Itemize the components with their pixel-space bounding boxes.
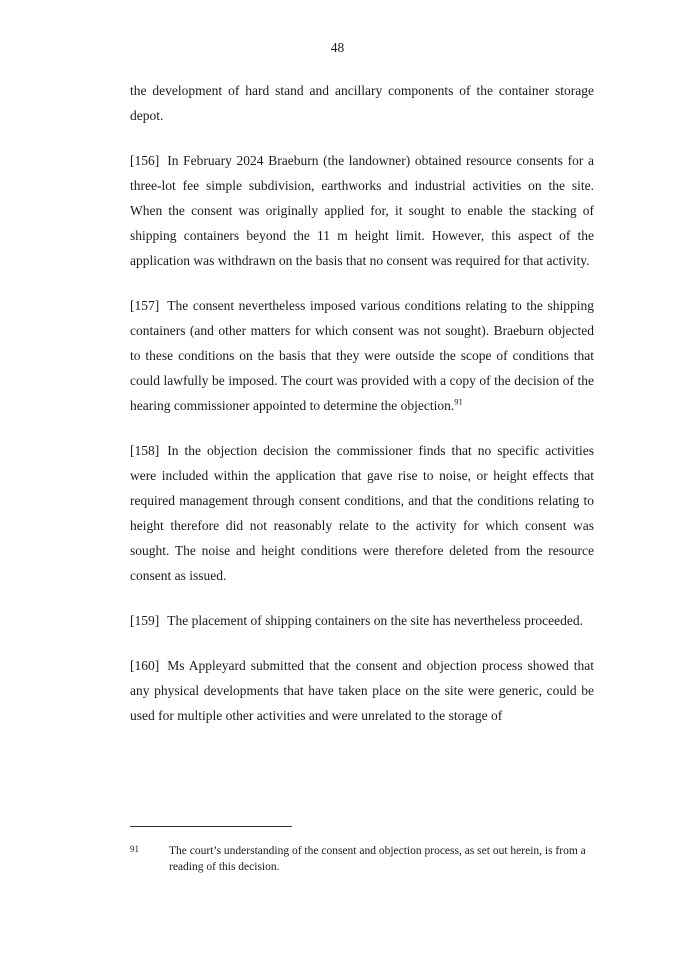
paragraph-number: [158] [130, 443, 160, 458]
judgment-body [130, 78, 594, 748]
paragraph-number: [157] [130, 298, 160, 313]
paragraph-158 [130, 438, 594, 588]
footnote-number: 91 [130, 844, 139, 854]
paragraph-156 [130, 148, 594, 273]
paragraph-number: [159] [130, 613, 160, 628]
paragraph-text: The consent nevertheless imposed various conditions relating to the shipping containers (and other matters for which consent was not sought). Braeburn objected to these conditions on the basis that they were outside the scope of conditions that could lawfully be imposed. The court was provided with a copy of the decision of the hearing commissioner appointed to determine the objection. [130, 298, 594, 413]
paragraph-text: In February 2024 Braeburn (the landowner) obtained resource consents for a three-lot fee simple subdivision, earthworks and industrial activities on the site. When the consent was originally applied for, it sought to enable the stacking of shipping containers beyond the 11 m height limit. However, this aspect of the application was withdrawn on the basis that no consent was required for that activity. [130, 153, 594, 268]
paragraph-number: [160] [130, 658, 160, 673]
footnote-divider [130, 826, 292, 827]
paragraph-text: the development of hard stand and ancillary components of the container storage depot. [130, 83, 594, 123]
footnote-reference[interactable]: 91 [454, 396, 463, 407]
paragraph-number: [156] [130, 153, 160, 168]
paragraph-text: Ms Appleyard submitted that the consent and objection process showed that any physical developments that have taken place on the site were generic, could be used for multiple other activities and were unrelated to the storage of [130, 658, 594, 723]
page-number: 48 [330, 40, 345, 55]
paragraph-157 [130, 293, 594, 418]
paragraph-160 [130, 653, 594, 728]
paragraph-159 [130, 608, 594, 633]
paragraph-text: In the objection decision the commissioner finds that no specific activities were included within the application that gave rise to noise, or height effects that required management through consent conditions, and that the conditions relating to height therefore did not reasonably relate to the activity for which consent was sought. The noise and height conditions were therefore deleted from the resource consent as issued. [130, 443, 594, 583]
paragraph-text: The placement of shipping containers on the site has nevertheless proceeded. [167, 613, 583, 628]
paragraph-continued [130, 78, 594, 128]
footnote-text: The court’s understanding of the consent and objection process, as set out herein, is from a reading of this decision. [169, 845, 586, 873]
footnote-91 [130, 843, 594, 875]
